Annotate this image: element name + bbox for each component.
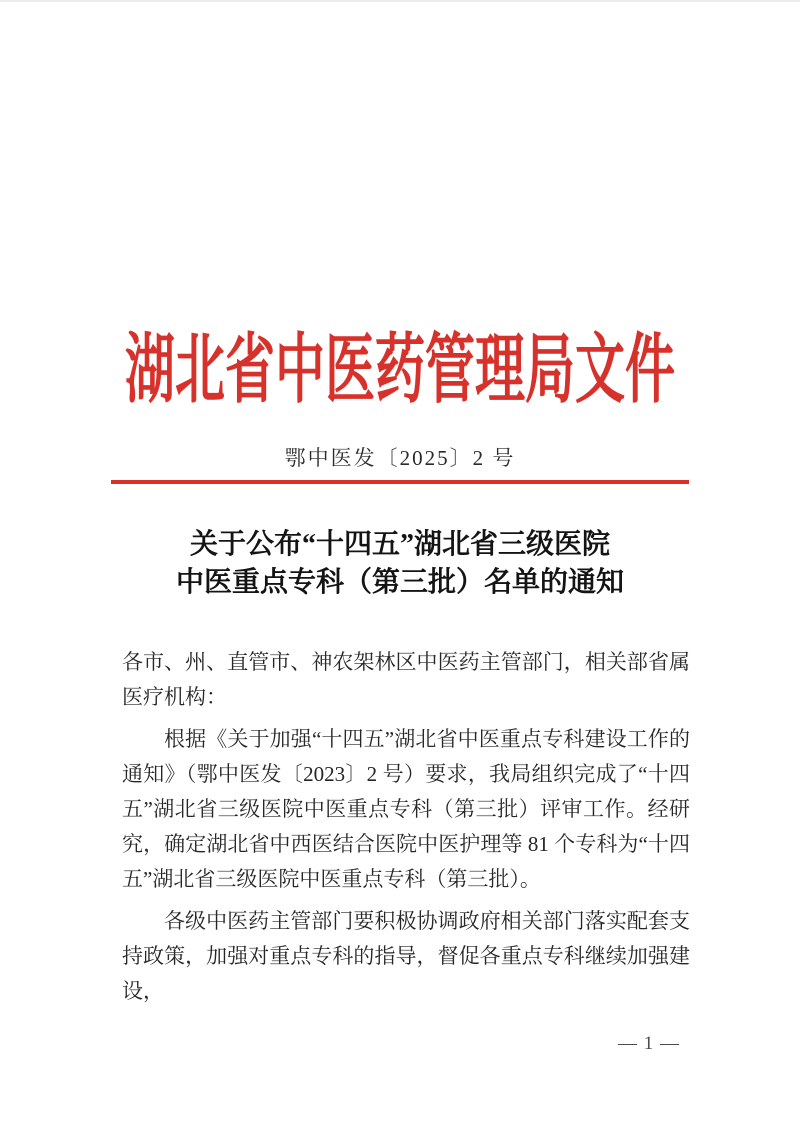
red-divider-line xyxy=(111,480,689,484)
agency-title: 湖北省中医药管理局文件 xyxy=(125,327,675,413)
document-number: 鄂中医发〔2025〕2 号 xyxy=(284,446,516,470)
document-body xyxy=(122,645,690,1009)
body-paragraph-salutation: 各市、州、直管市、神农架林区中医药主管部门，相关部省属医疗机构： xyxy=(122,650,690,709)
body-paragraph: 各级中医药主管部门要积极协调政府相关部门落实配套支持政策，加强对重点专科的指导，督促各重点专科继续加强建设， xyxy=(122,909,690,1003)
page-number: — 1 — xyxy=(618,1033,680,1054)
document-title-line1: 关于公布“十四五”湖北省三级医院 xyxy=(189,529,610,560)
document-title xyxy=(0,526,800,602)
document-title-line2: 中医重点专科（第三批）名单的通知 xyxy=(175,567,624,598)
body-paragraph: 根据《关于加强“十四五”湖北省中医重点专科建设工作的通知》（鄂中医发〔2023〕2 号）要求，我局组织完成了“十四五”湖北省三级医院中医重点专科（第三批）评审工作。经研究，确定湖北省中西医结合医院中医护理等 81 个专科为“十四五”湖北省三级医院中医重点专科（第三批）。 xyxy=(122,727,690,891)
